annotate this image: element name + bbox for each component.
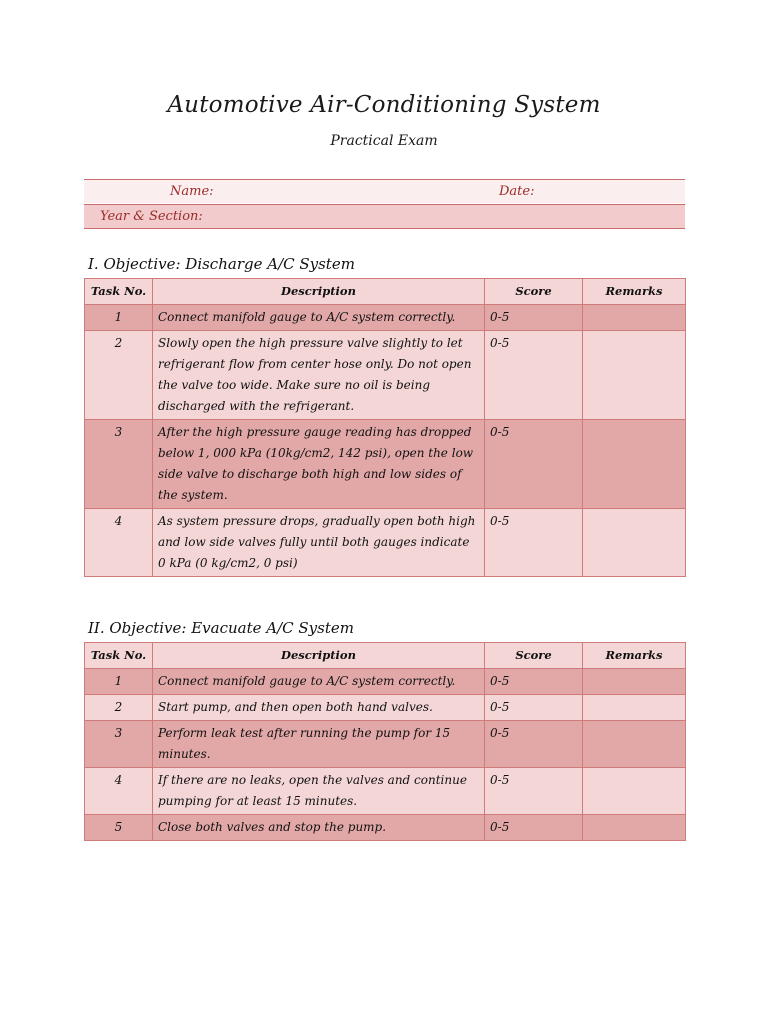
table-row (85, 815, 686, 841)
score-cell: 0-5 (485, 509, 583, 577)
remarks-cell (583, 509, 686, 577)
remarks-cell (583, 695, 686, 721)
description-cell: Connect manifold gauge to A/C system correctly. (153, 669, 485, 695)
col-description: Description (153, 643, 485, 669)
description-cell: Connect manifold gauge to A/C system correctly. (153, 305, 485, 331)
col-remarks: Remarks (583, 643, 686, 669)
table-header-row (85, 643, 686, 669)
table-row (85, 695, 686, 721)
score-cell: 0-5 (485, 669, 583, 695)
table-row (85, 331, 686, 420)
description-cell: As system pressure drops, gradually open both high and low side valves fully until both gauges indicate 0 kPa (0 kg/cm2, 0 psi) (153, 509, 485, 577)
remarks-cell (583, 305, 686, 331)
section1-table (84, 278, 686, 577)
description-cell: Close both valves and stop the pump. (153, 815, 485, 841)
description-cell: Start pump, and then open both hand valves. (153, 695, 485, 721)
table-row (85, 509, 686, 577)
table-row (85, 305, 686, 331)
year-section-label: Year & Section: (100, 209, 203, 224)
section2-table (84, 642, 686, 841)
date-label: Date: (499, 184, 535, 199)
remarks-cell (583, 420, 686, 509)
description-cell: After the high pressure gauge reading has dropped below 1, 000 kPa (10kg/cm2, 142 psi), open the low side valve to discharge both high and low sides of the system. (153, 420, 485, 509)
col-score: Score (485, 643, 583, 669)
task-no-cell: 1 (85, 305, 153, 331)
score-cell: 0-5 (485, 420, 583, 509)
score-cell: 0-5 (485, 695, 583, 721)
col-task-no: Task No. (85, 279, 153, 305)
task-no-cell: 1 (85, 669, 153, 695)
score-cell: 0-5 (485, 331, 583, 420)
info-row-year-section (84, 204, 685, 229)
description-cell: Perform leak test after running the pump for 15 minutes. (153, 721, 485, 768)
table-row (85, 669, 686, 695)
name-label: Name: (170, 184, 214, 199)
col-remarks: Remarks (583, 279, 686, 305)
task-no-cell: 2 (85, 331, 153, 420)
col-score: Score (485, 279, 583, 305)
task-no-cell: 4 (85, 509, 153, 577)
page-title: Automotive Air-Conditioning System (167, 92, 601, 118)
description-cell: Slowly open the high pressure valve slightly to let refrigerant flow from center hose only. Do not open the valve too wide. Make sure no oil is being discharged with the refrigerant. (153, 331, 485, 420)
task-no-cell: 3 (85, 420, 153, 509)
info-row-name-date (84, 179, 685, 203)
score-cell: 0-5 (485, 305, 583, 331)
remarks-cell (583, 669, 686, 695)
table-row (85, 420, 686, 509)
task-no-cell: 2 (85, 695, 153, 721)
remarks-cell (583, 815, 686, 841)
task-no-cell: 4 (85, 768, 153, 815)
page-subtitle: Practical Exam (330, 133, 438, 149)
task-no-cell: 3 (85, 721, 153, 768)
col-task-no: Task No. (85, 643, 153, 669)
table-header-row (85, 279, 686, 305)
task-no-cell: 5 (85, 815, 153, 841)
score-cell: 0-5 (485, 768, 583, 815)
score-cell: 0-5 (485, 815, 583, 841)
table-row (85, 721, 686, 768)
section1-heading: I. Objective: Discharge A/C System (88, 255, 355, 273)
remarks-cell (583, 721, 686, 768)
remarks-cell (583, 768, 686, 815)
score-cell: 0-5 (485, 721, 583, 768)
description-cell: If there are no leaks, open the valves and continue pumping for at least 15 minutes. (153, 768, 485, 815)
section2-heading: II. Objective: Evacuate A/C System (88, 619, 354, 637)
table-row (85, 768, 686, 815)
remarks-cell (583, 331, 686, 420)
col-description: Description (153, 279, 485, 305)
